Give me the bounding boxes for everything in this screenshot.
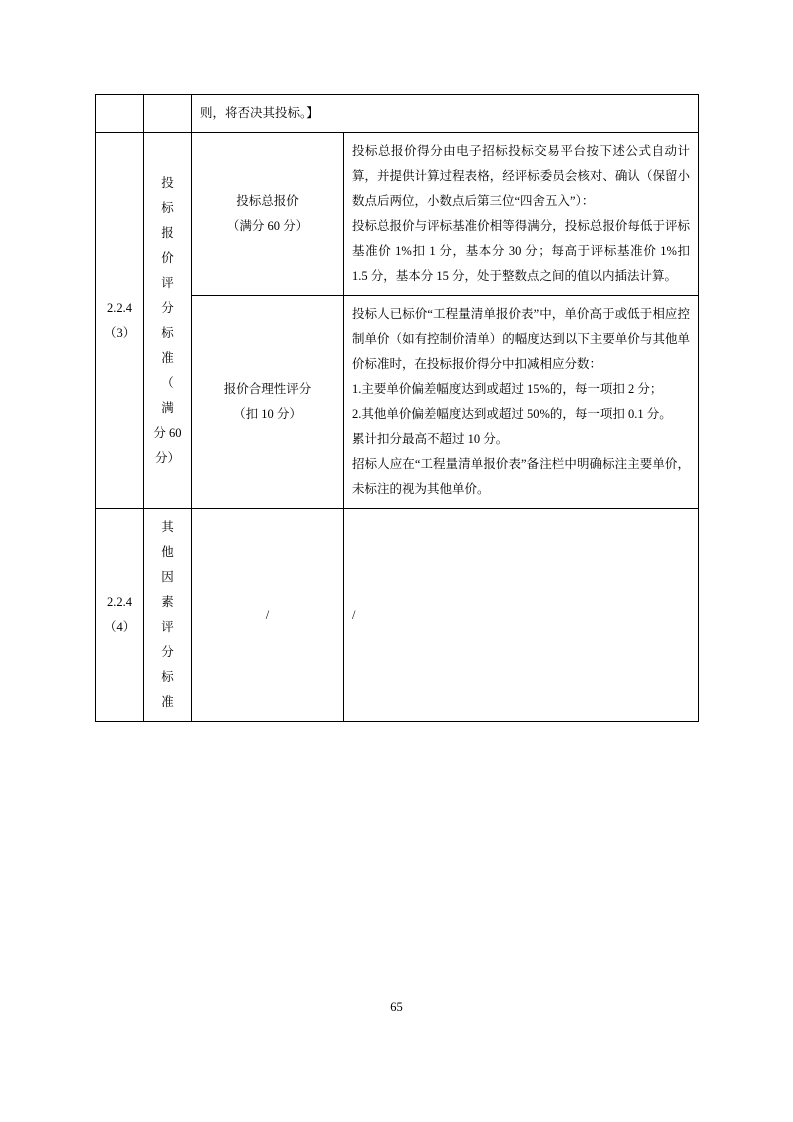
description-paragraph: 投标总报价与评标基准价相等得满分，投标总报价每低于评标基准价 1%扣 1 分，基本分 30 分；每高于评标基准价 1%扣 1.5 分，基本分 15 分，处于整数点之间的值以内插法计算。 <box>352 219 691 283</box>
page-number: 65 <box>390 1000 403 1014</box>
cell-item-other-factors: / <box>192 509 344 722</box>
category-char-5: 分 <box>161 645 174 659</box>
category-char-2: 因 <box>161 570 174 584</box>
category-char-6: 标 <box>161 670 174 684</box>
category-char-0: 其 <box>161 520 174 534</box>
category-char-11: 分） <box>154 450 180 465</box>
cell-clause-no-2-2-4-3 <box>96 133 144 509</box>
description-paragraph: 1.主要单价偏差幅度达到或超过 15%的，每一项扣 2 分； <box>352 382 663 396</box>
table-row-other-factors <box>96 509 699 722</box>
category-char-10: 分 60 <box>153 425 182 440</box>
category-char-8: （ <box>161 375 174 390</box>
category-char-7: 准 <box>161 695 174 709</box>
description-paragraph: 投标人已标价“工程量清单报价表”中，单价高于或低于相应控制单价（如有控制价清单）的幅度达到以下主要单价与其他单价标准时，在投标报价得分中扣减相应分数： <box>352 307 691 371</box>
description-paragraph: 2.其他单价偏差幅度达到或超过 50%的，每一项扣 0.1 分。 <box>352 407 672 421</box>
cell-description-bid-total-price <box>344 133 699 296</box>
category-char-9: 满 <box>161 400 174 415</box>
item-name-line2: （扣 10 分） <box>233 407 302 421</box>
cell-category-other-factors <box>144 509 192 722</box>
category-char-1: 标 <box>161 200 174 215</box>
cell-clause-no-empty <box>96 95 144 133</box>
cell-item-price-reasonableness <box>192 296 344 509</box>
category-char-4: 评 <box>161 620 174 634</box>
category-char-4: 评 <box>161 275 174 290</box>
category-char-3: 素 <box>161 595 174 609</box>
category-char-7: 准 <box>161 350 174 365</box>
cell-clause-no-2-2-4-4 <box>96 509 144 722</box>
category-char-2: 报 <box>161 225 174 240</box>
cell-category-bid-price-scoring <box>144 133 192 509</box>
category-char-1: 他 <box>161 545 174 559</box>
description-paragraph: 投标总报价得分由电子招标投标交易平台按下述公式自动计算，并提供计算过程表格，经评标委员会核对、确认（保留小数点后两位，小数点后第三位“四舍五入”）： <box>352 144 691 208</box>
item-name-line2: （满分 60 分） <box>226 219 309 233</box>
category-char-5: 分 <box>161 300 174 315</box>
category-char-0: 投 <box>161 175 174 190</box>
clause-no-line1: 2.2.4 <box>107 300 132 315</box>
category-char-3: 价 <box>161 250 174 265</box>
evaluation-criteria-table <box>95 94 699 722</box>
item-name-line1: 报价合理性评分 <box>223 382 312 396</box>
cell-continued-text: 则，将否决其投标。】 <box>192 95 699 133</box>
item-name-line1: 投标总报价 <box>236 194 299 208</box>
clause-no-line2: （3） <box>104 325 136 340</box>
table-row-continuation <box>96 95 699 133</box>
cell-item-bid-total-price <box>192 133 344 296</box>
description-paragraph: 累计扣分最高不超过 10 分。 <box>352 432 509 446</box>
cell-description-other-factors: / <box>344 509 699 722</box>
clause-no-line2: （4） <box>104 620 136 634</box>
table-row-bid-total-price <box>96 133 699 296</box>
cell-category-empty <box>144 95 192 133</box>
description-paragraph: 招标人应在“工程量清单报价表”备注栏中明确标注主要单价，未标注的视为其他单价。 <box>352 457 691 496</box>
cell-description-price-reasonableness <box>344 296 699 509</box>
category-char-6: 标 <box>161 325 174 340</box>
clause-no-line1: 2.2.4 <box>107 595 132 609</box>
